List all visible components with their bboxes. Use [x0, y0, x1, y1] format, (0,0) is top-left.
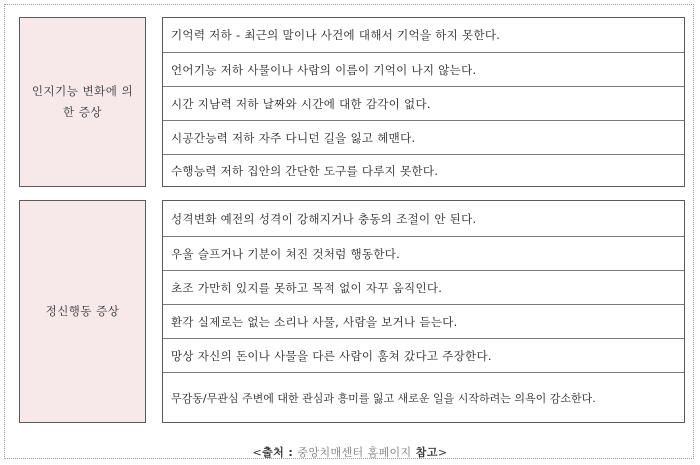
symptom-text: 무감동/무관심 주변에 대한 관심과 흥미를 잃고 새로운 일을 시작하려는 의욕이 감소한다. [171, 391, 596, 405]
symptom-row [163, 201, 684, 236]
symptom-row [163, 52, 684, 86]
symptom-text: 기억력 저하 - 최근의 말이나 사건에 대해서 기억을 하지 못한다. [171, 28, 501, 42]
source-caption [0, 444, 700, 460]
symptom-text: 시간 지남력 저하 날짜와 시간에 대한 감각이 없다. [171, 96, 431, 111]
symptom-row [163, 120, 684, 154]
symptom-text: 시공간능력 저하 자주 다니던 길을 잃고 헤맨다. [171, 130, 416, 145]
symptom-row [163, 270, 684, 304]
symptom-text: 초조 가만히 있지를 못하고 목적 없이 자꾸 움직인다. [171, 280, 443, 295]
symptom-row [163, 154, 684, 186]
source-suffix: 참고 [411, 446, 438, 459]
source-close-bracket: > [437, 446, 448, 459]
section-label-cognitive [19, 17, 146, 187]
symptom-list-cognitive [162, 17, 685, 187]
section-label-text: 정신행동 증상 [45, 304, 120, 318]
symptom-text: 성격변화 예전의 성격이 강해지거나 충동의 조절이 안 된다. [171, 211, 477, 226]
source-open-bracket: < [252, 446, 263, 459]
symptom-row [163, 18, 684, 52]
symptom-row [163, 86, 684, 120]
section-label-behavioral [19, 200, 146, 423]
source-name: 중앙치매센터 홈페이지 [297, 446, 412, 459]
section-label-text: 인지기능 변화에 의한 증상 [31, 84, 134, 119]
symptom-text: 언어기능 저하 사물이나 사람의 이름이 기억이 나지 않는다. [171, 62, 477, 77]
symptom-text: 우울 슬프거나 기분이 쳐진 것처럼 행동한다. [171, 246, 401, 261]
symptom-row [163, 236, 684, 270]
symptom-text: 망상 자신의 돈이나 사물을 다른 사람이 훔쳐 갔다고 주장한다. [171, 348, 492, 363]
symptom-row [163, 304, 684, 338]
symptom-text: 수행능력 저하 집안의 간단한 도구를 다루지 못한다. [171, 163, 439, 178]
symptom-text: 환각 실제로는 없는 소리나 사물, 사람을 보거나 듣는다. [171, 314, 458, 329]
symptom-row [163, 372, 684, 422]
symptom-list-behavioral [162, 200, 685, 423]
symptom-row [163, 338, 684, 372]
source-prefix: 출처 : [262, 446, 298, 459]
